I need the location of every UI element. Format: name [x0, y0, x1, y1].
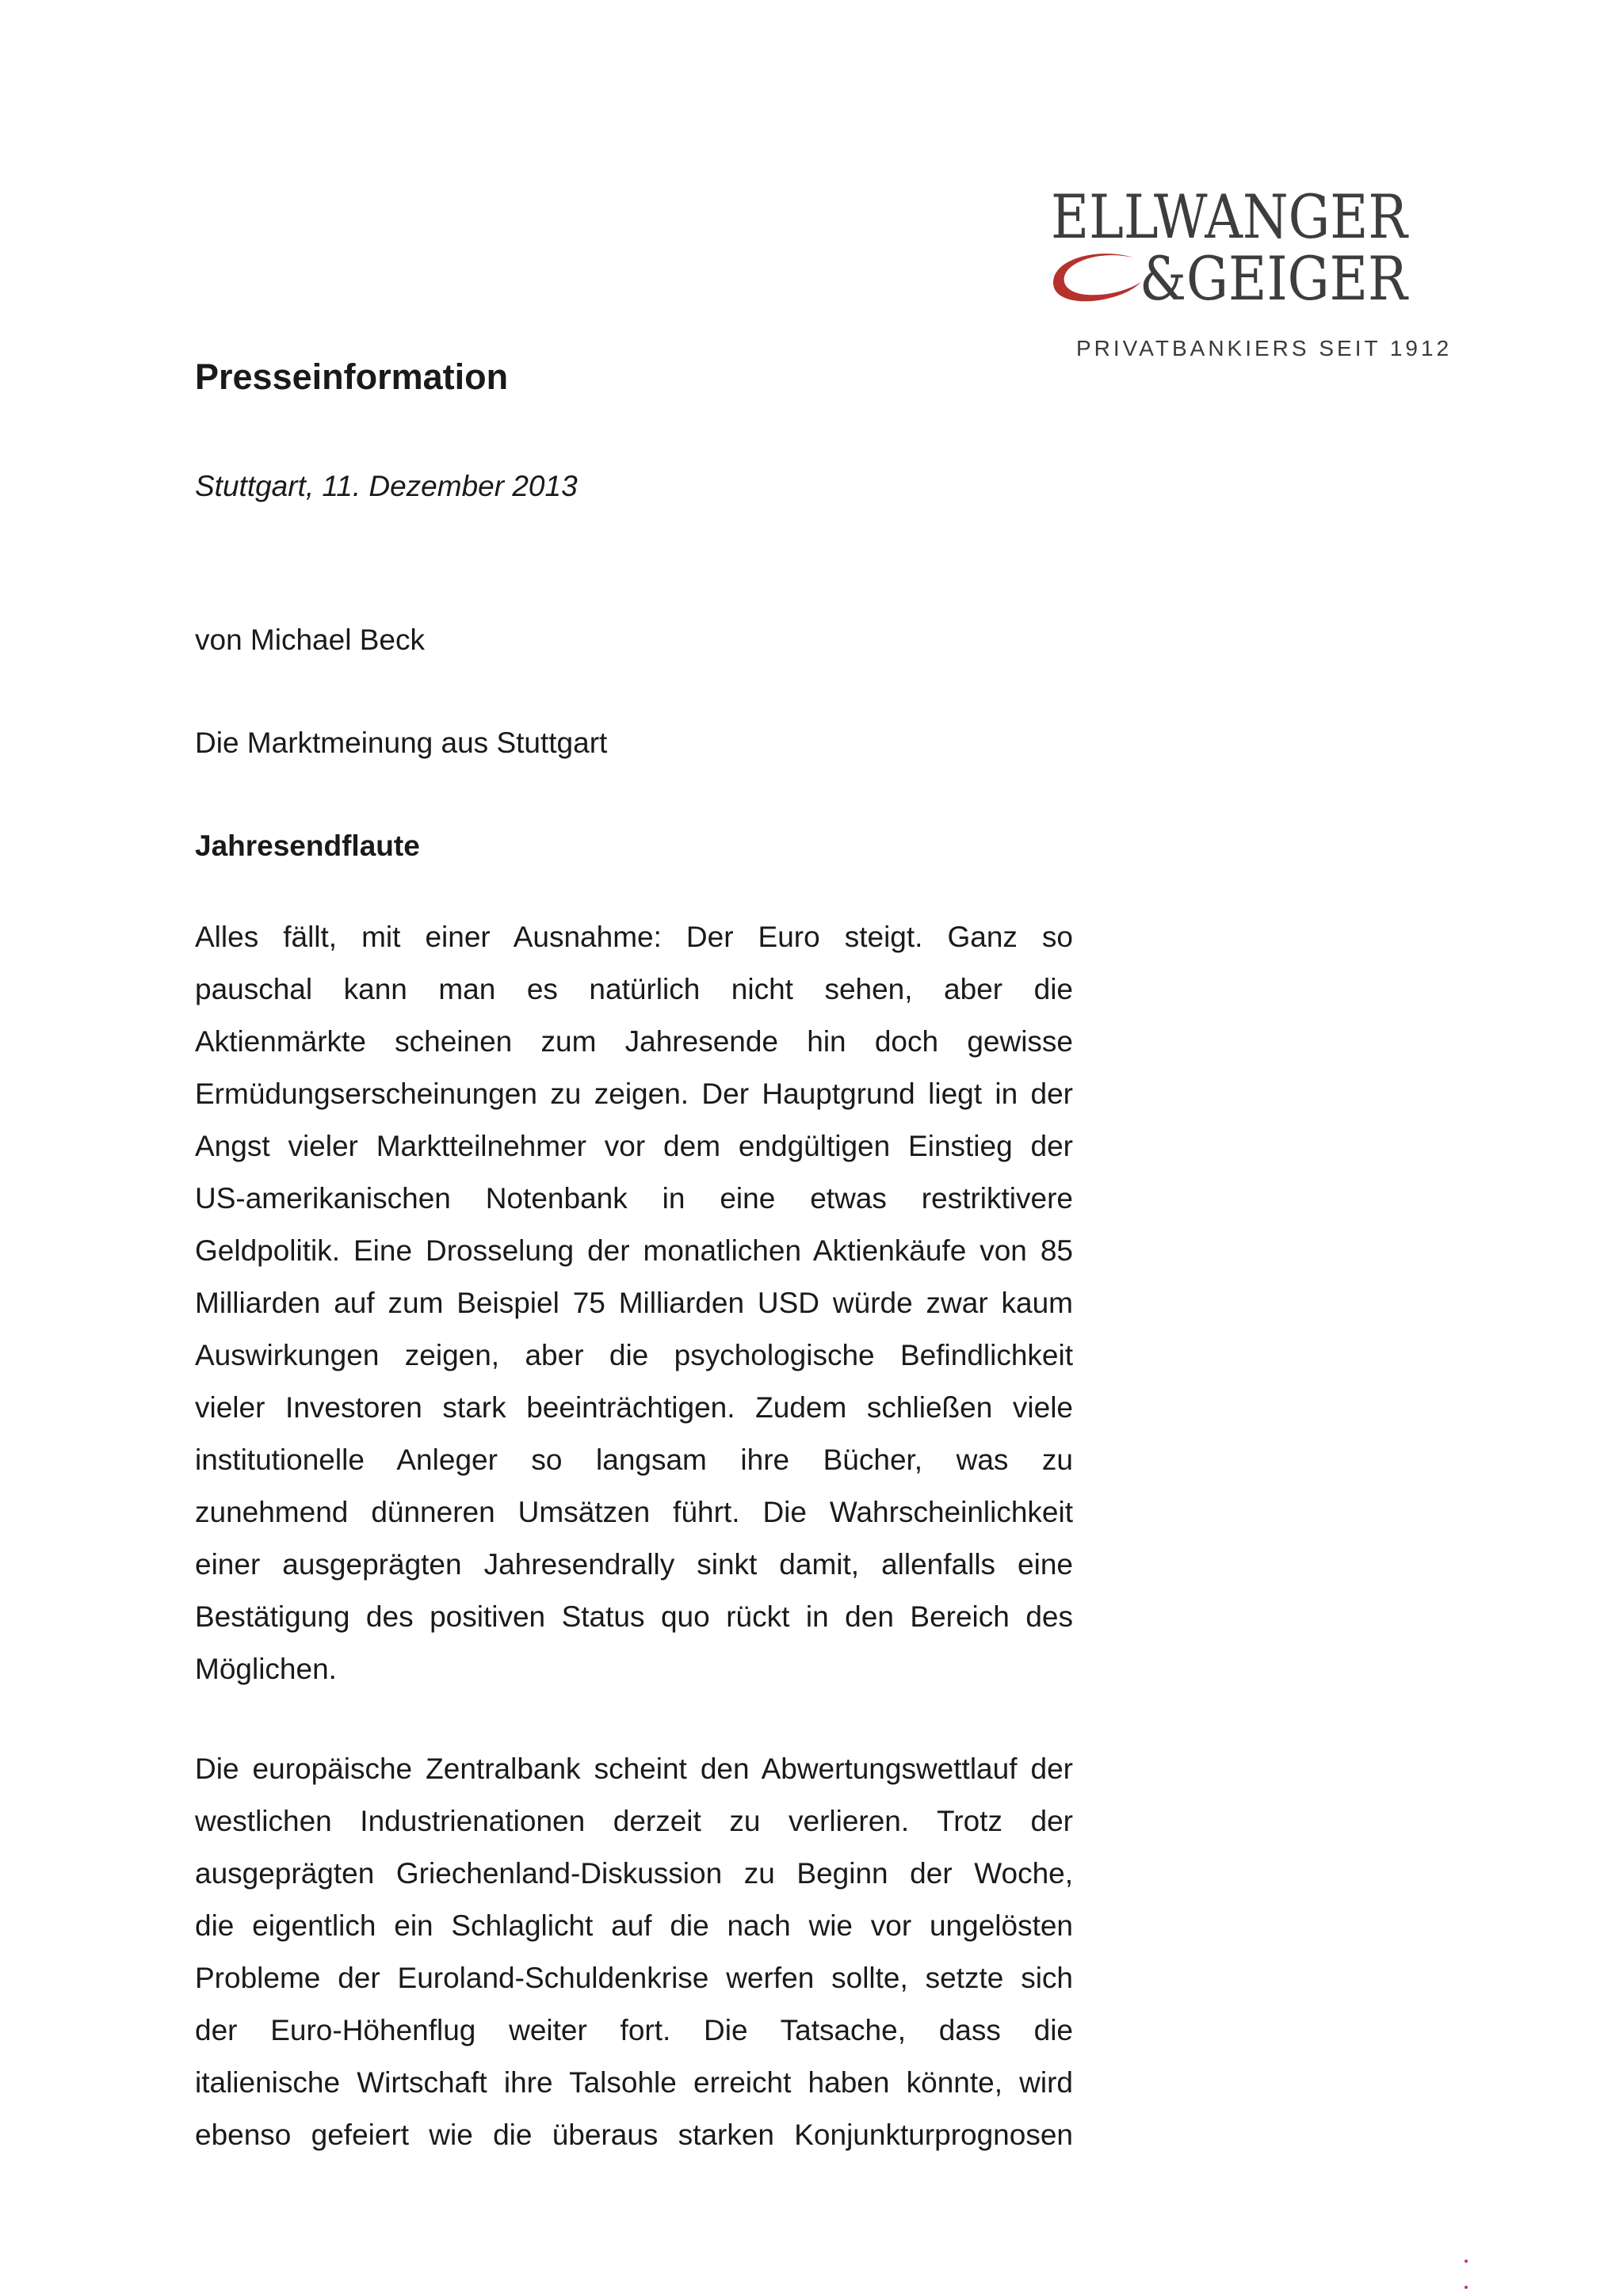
text-line: westlichen Industrienationen derzeit zu verlieren. Trotz der: [195, 1805, 1073, 1837]
text-line: Geldpolitik. Eine Drosselung der monatlichen Aktienkäufe von 85: [195, 1234, 1073, 1267]
text-line: einer ausgeprägten Jahresendrally sinkt damit, allenfalls eine: [195, 1548, 1073, 1581]
text-line: italienische Wirtschaft ihre Talsohle erreicht haben könnte, wird: [195, 2066, 1073, 2099]
text-line: Möglichen.: [195, 1653, 337, 1685]
text-line: ausgeprägten Griechenland-Diskussion zu Beginn der Woche,: [195, 1857, 1073, 1890]
body-paragraph-1: [195, 911, 1073, 1695]
page-title: Presseinformation: [195, 357, 509, 397]
text-line: die eigentlich ein Schlaglicht auf die nach wie vor ungelösten: [195, 1909, 1073, 1942]
text-line: Aktienmärkte scheinen zum Jahresende hin doch gewisse: [195, 1025, 1073, 1058]
margin-mark: [1465, 2286, 1468, 2289]
text-line: zunehmend dünneren Umsätzen führt. Die Wahrscheinlichkeit: [195, 1496, 1073, 1528]
text-line: ebenso gefeiert wie die überaus starken Konjunkturprognosen: [195, 2119, 1073, 2151]
text-line: pauschal kann man es natürlich nicht sehen, aber die: [195, 973, 1073, 1005]
date-line: Stuttgart, 11. Dezember 2013: [195, 470, 578, 502]
text-line: Auswirkungen zeigen, aber die psychologische Befindlichkeit: [195, 1339, 1073, 1371]
swoosh-icon: [1053, 254, 1141, 301]
author-line: von Michael Beck: [195, 624, 425, 656]
text-line: Die europäische Zentralbank scheint den Abwertungswettlauf der: [195, 1753, 1073, 1785]
logo-line2: &GEIGER: [1140, 243, 1410, 314]
text-line: Angst vieler Marktteilnehmer vor dem endgültigen Einstieg der: [195, 1130, 1073, 1162]
text-line: Probleme der Euroland-Schuldenkrise werfen sollte, setzte sich: [195, 1962, 1073, 1994]
text-line: Alles fällt, mit einer Ausnahme: Der Euro steigt. Ganz so: [195, 921, 1073, 953]
text-line: der Euro-Höhenflug weiter fort. Die Tatsache, dass die: [195, 2014, 1073, 2046]
text-line: Milliarden auf zum Beispiel 75 Milliarden USD würde zwar kaum: [195, 1287, 1073, 1319]
text-line: Ermüdungserscheinungen zu zeigen. Der Hauptgrund liegt in der: [195, 1077, 1073, 1110]
article-heading: Jahresendflaute: [195, 830, 420, 862]
logo-tagline: PRIVATBANKIERS SEIT 1912: [1076, 336, 1453, 360]
logo-line1: ELLWANGER: [1051, 181, 1410, 252]
margin-mark: [1465, 2260, 1468, 2263]
body-paragraph-2: [195, 1743, 1073, 2161]
text-line: vieler Investoren stark beeinträchtigen. Zudem schließen viele: [195, 1391, 1073, 1424]
text-line: institutionelle Anleger so langsam ihre Bücher, was zu: [195, 1444, 1073, 1476]
column-subtitle: Die Marktmeinung aus Stuttgart: [195, 727, 608, 759]
text-line: US-amerikanischen Notenbank in eine etwas restriktivere: [195, 1182, 1073, 1215]
bank-logo-wordmark: [1046, 181, 1411, 315]
bank-logo: [1046, 181, 1453, 371]
text-line: Bestätigung des positiven Status quo rückt in den Bereich des: [195, 1600, 1073, 1633]
